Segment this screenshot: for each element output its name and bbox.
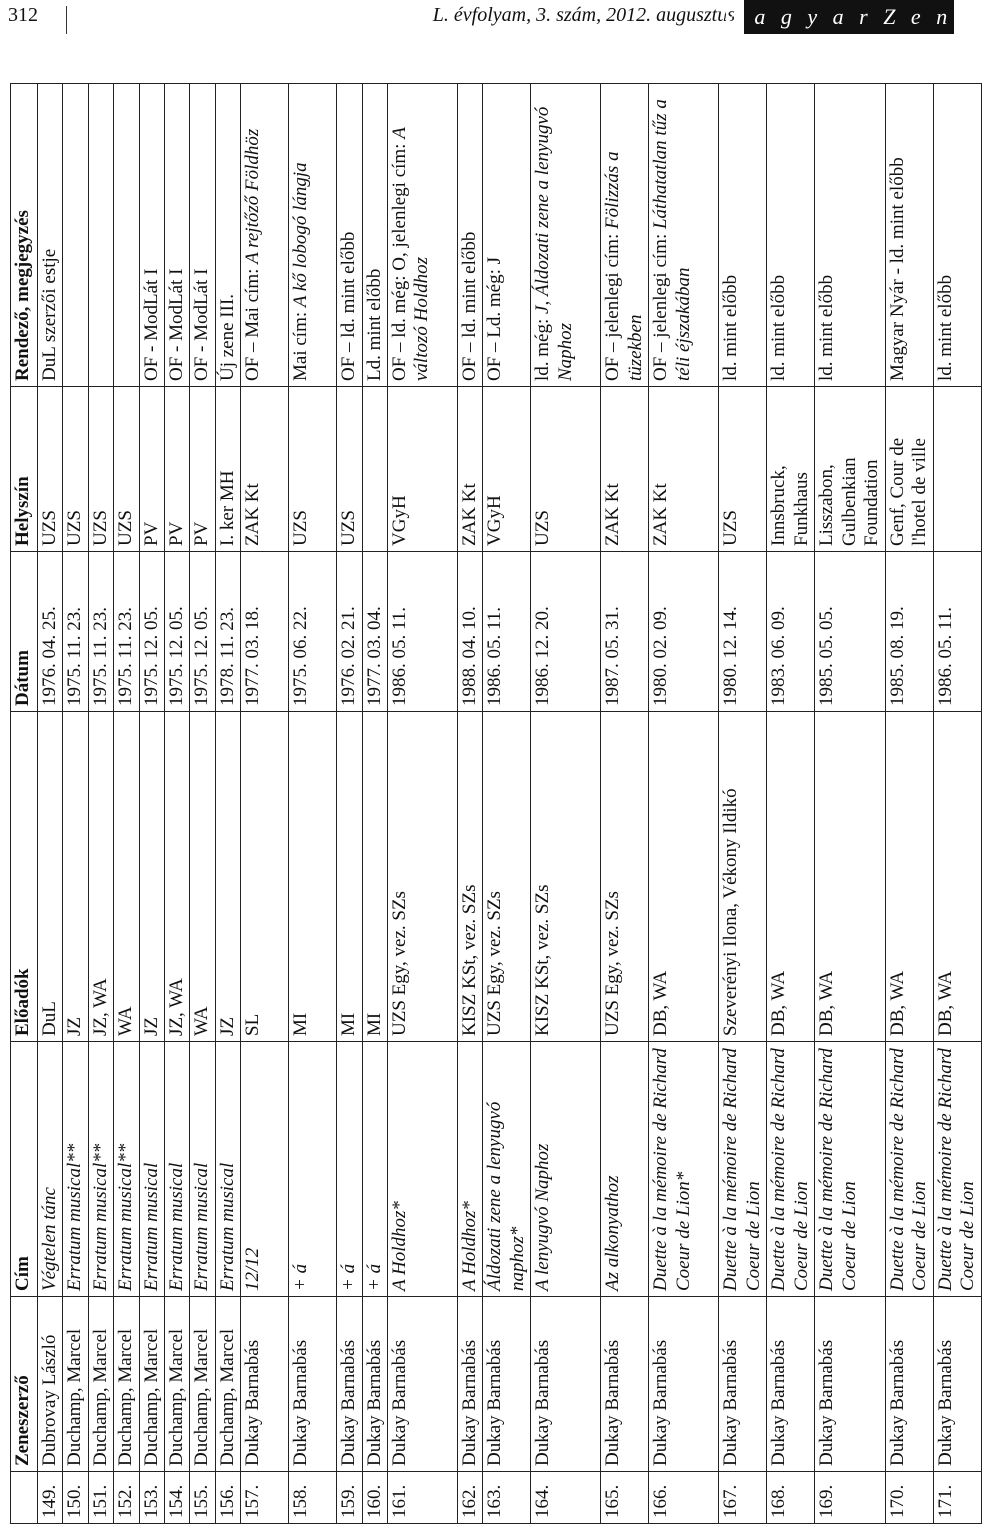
table-row (815, 84, 885, 1524)
table-row (531, 84, 601, 1524)
note-cell (289, 84, 337, 387)
venue-cell: UZS (337, 387, 362, 552)
row-number: 169. (815, 1472, 885, 1524)
table-row (139, 84, 164, 1524)
title-cell: A lenyugvó Naphoz (531, 1042, 601, 1297)
venue-cell: ZAK Kt (458, 387, 483, 552)
note-italic: Láthatatlan tűz a téli éjszakában (650, 99, 694, 381)
note-cell (114, 84, 139, 387)
date-cell: 1976. 02. 21. (337, 552, 362, 712)
row-number: 170. (885, 1472, 933, 1524)
table-row (362, 84, 387, 1524)
note-cell (63, 84, 88, 387)
title-cell: Duette à la mémoire de Richard Coeur de Lion (815, 1042, 885, 1297)
note-text: ld. mint előbb (720, 274, 742, 381)
venue-cell: UZS (38, 387, 63, 552)
venue-cell: UZS (88, 387, 113, 552)
venue-cell (362, 387, 387, 552)
venue-cell: UZS (719, 387, 767, 552)
performers-cell: DB, WA (767, 712, 815, 1042)
performers-cell: JZ, WA (88, 712, 113, 1042)
date-cell: 1986. 05. 11. (388, 552, 458, 712)
note-text: OF – jelenlegi cím: (650, 229, 672, 381)
row-number: 163. (483, 1472, 531, 1524)
note-text: ld. mint előbb (816, 274, 838, 381)
row-number: 162. (458, 1472, 483, 1524)
venue-cell: UZS (531, 387, 601, 552)
venue-cell: Genf, Cour de l'hotel de ville (885, 387, 933, 552)
performers-cell: MI (362, 712, 387, 1042)
row-number: 161. (388, 1472, 458, 1524)
date-cell: 1976. 04. 25. (38, 552, 63, 712)
table-row (38, 84, 63, 1524)
table-row (719, 84, 767, 1524)
composer-cell: Duchamp, Marcel (190, 1297, 215, 1472)
row-number: 150. (63, 1472, 88, 1524)
title-cell: Áldozati zene a lenyugvó naphoz* (483, 1042, 531, 1297)
performers-cell: SL (241, 712, 289, 1042)
note-text: OF – jelenlegi cím: (602, 229, 624, 381)
table-row (215, 84, 240, 1524)
note-text: Új zene III. (216, 293, 238, 381)
venue-cell: VGyH (483, 387, 531, 552)
note-text: ld. még: (532, 313, 554, 381)
date-cell: 1975. 11. 23. (88, 552, 113, 712)
row-number: 154. (165, 1472, 190, 1524)
note-cell (885, 84, 933, 387)
performers-cell: KISZ KSt, vez. SZs (531, 712, 601, 1042)
note-cell (88, 84, 113, 387)
row-number: 165. (601, 1472, 649, 1524)
table-row (649, 84, 719, 1524)
date-cell: 1987. 05. 31. (601, 552, 649, 712)
performers-cell: DuL (38, 712, 63, 1042)
composer-cell: Duchamp, Marcel (88, 1297, 113, 1472)
note-text: OF – Mai cím: (242, 263, 264, 381)
performers-cell: JZ, WA (165, 712, 190, 1042)
performers-cell: JZ (139, 712, 164, 1042)
note-italic: Fölizzás a tüzekben (602, 151, 646, 381)
date-cell: 1988. 04. 10. (458, 552, 483, 712)
date-cell: 1980. 12. 14. (719, 552, 767, 712)
note-cell (241, 84, 289, 387)
composer-cell: Dukay Barnabás (649, 1297, 719, 1472)
performance-table-container (10, 84, 978, 1524)
note-cell (649, 84, 719, 387)
performers-cell: UZS Egy, vez. SZs (601, 712, 649, 1042)
composer-cell: Dukay Barnabás (815, 1297, 885, 1472)
row-number: 168. (767, 1472, 815, 1524)
note-cell (165, 84, 190, 387)
note-italic: A változó Holdhoz (389, 127, 433, 381)
title-cell: Duette à la mémoire de Richard Coeur de Lion (885, 1042, 933, 1297)
note-text: OF - ModLát I (191, 268, 213, 381)
venue-cell: ZAK Kt (649, 387, 719, 552)
note-italic: J, Áldozati zene a lenyugvó Naphoz (532, 106, 576, 381)
table-row (388, 84, 458, 1524)
composer-cell: Dukay Barnabás (767, 1297, 815, 1472)
date-cell: 1986. 12. 20. (531, 552, 601, 712)
date-cell: 1980. 02. 09. (649, 552, 719, 712)
row-number: 151. (88, 1472, 113, 1524)
title-cell: Erratum musical** (114, 1042, 139, 1297)
venue-cell: ZAK Kt (601, 387, 649, 552)
row-number: 149. (38, 1472, 63, 1524)
table-body (38, 84, 982, 1524)
row-number: 166. (649, 1472, 719, 1524)
date-cell: 1978. 11. 23. (215, 552, 240, 712)
col-header-notes: Rendező, megjegyzés (11, 84, 38, 387)
composer-cell: Duchamp, Marcel (139, 1297, 164, 1472)
note-italic: A kő lobogó lángja (290, 162, 312, 308)
composer-cell: Duchamp, Marcel (165, 1297, 190, 1472)
page-number: 312 (8, 4, 38, 26)
table-row (601, 84, 649, 1524)
title-cell: Erratum musical (165, 1042, 190, 1297)
table-row (114, 84, 139, 1524)
col-header-title: Cím (11, 1042, 38, 1297)
composer-cell: Dukay Barnabás (388, 1297, 458, 1472)
title-cell: Erratum musical (139, 1042, 164, 1297)
row-number: 158. (289, 1472, 337, 1524)
venue-cell: VGyH (388, 387, 458, 552)
note-text: DuL szerzői estje (39, 248, 60, 381)
composer-cell: Dukay Barnabás (241, 1297, 289, 1472)
table-row (767, 84, 815, 1524)
composer-cell: Duchamp, Marcel (63, 1297, 88, 1472)
composer-cell: Dukay Barnabás (885, 1297, 933, 1472)
row-number: 152. (114, 1472, 139, 1524)
row-number: 156. (215, 1472, 240, 1524)
note-text: ld. mint előbb (768, 274, 790, 381)
note-text: OF – ld. még: O, jelenlegi cím: (389, 138, 411, 381)
note-text: OF – ld. mint előbb (338, 231, 360, 381)
note-cell (139, 84, 164, 387)
note-cell (388, 84, 458, 387)
note-cell (458, 84, 483, 387)
performers-cell: Szeverényi Ilona, Vékony Ildikó (719, 712, 767, 1042)
note-cell (531, 84, 601, 387)
composer-cell: Dukay Barnabás (458, 1297, 483, 1472)
venue-cell (933, 387, 981, 552)
note-cell (719, 84, 767, 387)
composer-cell: Dukay Barnabás (601, 1297, 649, 1472)
composer-cell: Dukay Barnabás (719, 1297, 767, 1472)
performers-cell: MI (337, 712, 362, 1042)
performers-cell: WA (114, 712, 139, 1042)
col-header-number (11, 1472, 38, 1524)
composer-cell: Dubrovay László (38, 1297, 63, 1472)
table-header-row (11, 84, 38, 1524)
title-cell: Duette à la mémoire de Richard Coeur de Lion (933, 1042, 981, 1297)
note-cell (483, 84, 531, 387)
header-divider (66, 6, 67, 34)
performers-cell: WA (190, 712, 215, 1042)
note-cell (38, 84, 63, 387)
note-cell (337, 84, 362, 387)
date-cell: 1985. 08. 19. (885, 552, 933, 712)
title-cell: Duette à la mémoire de Richard Coeur de Lion* (649, 1042, 719, 1297)
row-number: 153. (139, 1472, 164, 1524)
title-cell: Végtelen tánc (38, 1042, 63, 1297)
performers-cell: DB, WA (815, 712, 885, 1042)
note-cell (767, 84, 815, 387)
title-cell: 12/12 (241, 1042, 289, 1297)
date-cell: 1975. 12. 05. (165, 552, 190, 712)
col-header-performers: Előadók (11, 712, 38, 1042)
journal-info: L. évfolyam, 3. szám, 2012. augusztus (432, 4, 735, 26)
title-cell: Erratum musical** (88, 1042, 113, 1297)
performers-cell: KISZ KSt, vez. SZs (458, 712, 483, 1042)
title-cell: Az alkonyathoz (601, 1042, 649, 1297)
date-cell: 1975. 12. 05. (190, 552, 215, 712)
title-cell: A Holdhoz* (458, 1042, 483, 1297)
date-cell: 1977. 03. 18. (241, 552, 289, 712)
date-cell: 1975. 11. 23. (114, 552, 139, 712)
row-number: 155. (190, 1472, 215, 1524)
venue-cell: I. ker MH (215, 387, 240, 552)
note-text: OF - ModLát I (140, 268, 162, 381)
table-row (885, 84, 933, 1524)
table-row (337, 84, 362, 1524)
venue-cell: ZAK Kt (241, 387, 289, 552)
composer-cell: Duchamp, Marcel (114, 1297, 139, 1472)
row-number: 159. (337, 1472, 362, 1524)
composer-cell: Duchamp, Marcel (215, 1297, 240, 1472)
table-row (190, 84, 215, 1524)
note-cell (362, 84, 387, 387)
row-number: 157. (241, 1472, 289, 1524)
note-cell (601, 84, 649, 387)
composer-cell: Dukay Barnabás (483, 1297, 531, 1472)
date-cell: 1975. 06. 22. (289, 552, 337, 712)
date-cell: 1977. 03. 04. (362, 552, 387, 712)
composer-cell: Dukay Barnabás (933, 1297, 981, 1472)
venue-cell: PV (139, 387, 164, 552)
table-row (289, 84, 337, 1524)
note-cell (933, 84, 981, 387)
venue-cell: UZS (289, 387, 337, 552)
date-cell: 1975. 11. 23. (63, 552, 88, 712)
performers-cell: DB, WA (885, 712, 933, 1042)
note-text: Ld. mint előbb (363, 268, 385, 381)
venue-cell: PV (165, 387, 190, 552)
note-cell (190, 84, 215, 387)
note-text: OF - ModLát I (166, 268, 188, 381)
date-cell: 1985. 05. 05. (815, 552, 885, 712)
brand-logo: M a g y a r Z e n e (744, 0, 954, 34)
performance-table (10, 83, 982, 1524)
title-cell: + á (337, 1042, 362, 1297)
composer-cell: Dukay Barnabás (531, 1297, 601, 1472)
composer-cell: Dukay Barnabás (337, 1297, 362, 1472)
performers-cell: JZ (63, 712, 88, 1042)
performers-cell: DB, WA (649, 712, 719, 1042)
table-row (483, 84, 531, 1524)
date-cell: 1986. 05. 11. (933, 552, 981, 712)
note-text: OF – ld. mint előbb (459, 231, 481, 381)
table-row (933, 84, 981, 1524)
title-cell: Duette à la mémoire de Richard Coeur de Lion (719, 1042, 767, 1297)
note-text: ld. mint előbb (934, 274, 956, 381)
col-header-venue: Helyszín (11, 387, 38, 552)
table-row (63, 84, 88, 1524)
row-number: 167. (719, 1472, 767, 1524)
composer-cell: Dukay Barnabás (362, 1297, 387, 1472)
title-cell: Erratum musical** (63, 1042, 88, 1297)
composer-cell: Dukay Barnabás (289, 1297, 337, 1472)
table-row (88, 84, 113, 1524)
col-header-composer: Zeneszerző (11, 1297, 38, 1472)
row-number: 171. (933, 1472, 981, 1524)
performers-cell: MI (289, 712, 337, 1042)
row-number: 160. (362, 1472, 387, 1524)
venue-cell: Lisszabon, Gulbenkian Foundation (815, 387, 885, 552)
note-cell (215, 84, 240, 387)
note-cell (815, 84, 885, 387)
venue-cell: Innsbruck, Funkhaus (767, 387, 815, 552)
note-text: OF – Ld. még: J (484, 256, 506, 381)
table-row (241, 84, 289, 1524)
date-cell: 1983. 06. 09. (767, 552, 815, 712)
performers-cell: UZS Egy, vez. SZs (388, 712, 458, 1042)
performers-cell: DB, WA (933, 712, 981, 1042)
performers-cell: UZS Egy, vez. SZs (483, 712, 531, 1042)
col-header-date: Dátum (11, 552, 38, 712)
venue-cell: UZS (63, 387, 88, 552)
venue-cell: PV (190, 387, 215, 552)
title-cell: + á (289, 1042, 337, 1297)
venue-cell: UZS (114, 387, 139, 552)
table-row (165, 84, 190, 1524)
title-cell: Erratum musical (190, 1042, 215, 1297)
note-italic: A rejtőző Földhöz (242, 128, 264, 264)
note-text: Magyar Nyár - ld. mint előbb (886, 157, 908, 381)
row-number: 164. (531, 1472, 601, 1524)
title-cell: + á (362, 1042, 387, 1297)
performers-cell: JZ (215, 712, 240, 1042)
title-cell: Duette à la mémoire de Richard Coeur de Lion (767, 1042, 815, 1297)
title-cell: Erratum musical (215, 1042, 240, 1297)
note-text: Mai cím: (290, 307, 312, 381)
date-cell: 1975. 12. 05. (139, 552, 164, 712)
table-row (458, 84, 483, 1524)
date-cell: 1986. 05. 11. (483, 552, 531, 712)
title-cell: A Holdhoz* (388, 1042, 458, 1297)
